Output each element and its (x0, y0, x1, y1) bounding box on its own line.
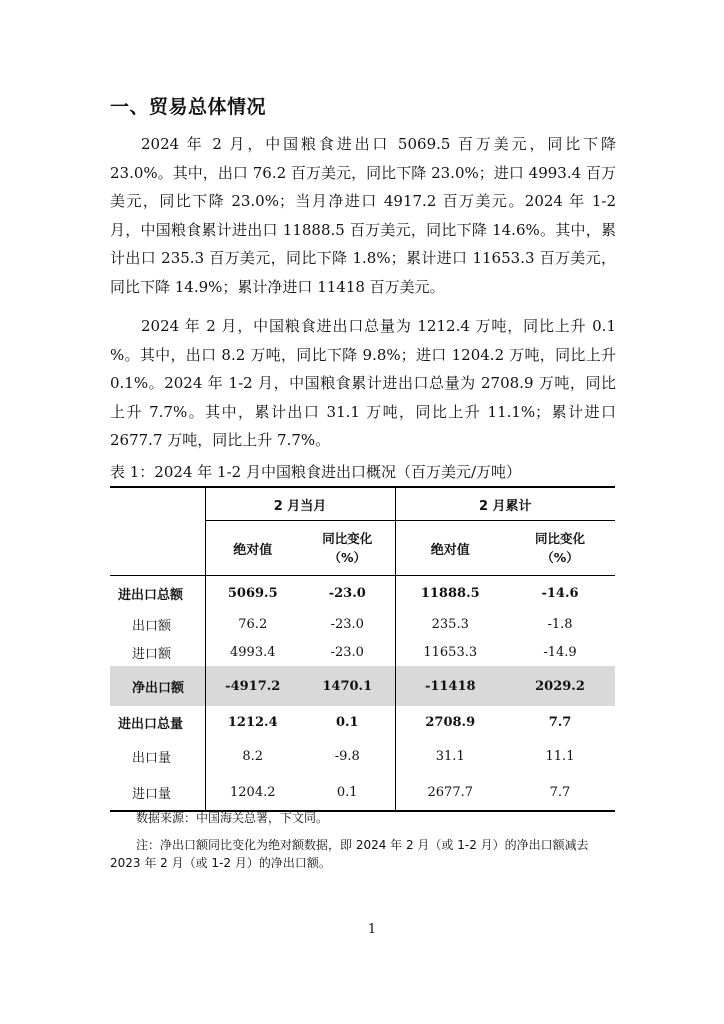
table-cell: 5069.5 (205, 576, 300, 611)
table-row (110, 706, 615, 738)
col-header-abs: 绝对值 (395, 521, 505, 576)
table-cell: -23.0 (330, 616, 364, 632)
row-label: 进口量 (110, 774, 205, 811)
row-label: 出口量 (132, 750, 172, 766)
table-cell: 11.1 (545, 748, 575, 764)
group-header-month: 2 月当月 (205, 487, 395, 521)
paragraph-value: 2024 年 2 月，中国粮食进出口 5069.5 百万美元，同比下降 23.0%。其中，出口 76.2 百万美元，同比下降 23.0%；进口 4993.4 百万美元，同比下降 23.0%；当月净进口 4917.2 百万美元。2024 年 1-2 月，中国粮食累计进出口 11888.5 百万美元，同比下降 14.6%。其中，累计出口 235.3 百万美元，同比下降 1.8%；累计进口 11653.3 百万美元，同比下降 14.9%；累计净进口 11418 百万美元。 (110, 135, 616, 296)
table-cell: -1.8 (547, 616, 573, 632)
group-header-cumulative: 2 月累计 (395, 487, 615, 521)
table-cell: -9.8 (334, 748, 360, 764)
table-corner-cell (110, 521, 205, 576)
col-header-abs: 绝对值 (205, 521, 300, 576)
table-row (110, 738, 615, 774)
table-cell: -11418 (395, 666, 505, 706)
table-cell: 2708.9 (395, 706, 505, 738)
row-label: 进出口总量 (118, 716, 184, 732)
row-label: 净出口额 (110, 666, 205, 706)
table-caption: 表 1：2024 年 1-2 月中国粮食进出口概况（百万美元/万吨） (110, 463, 522, 481)
table-cell: 1212.4 (205, 706, 300, 738)
trade-summary-table (110, 486, 615, 812)
table-cell: 7.7 (505, 774, 615, 811)
table-cell: 4993.4 (205, 638, 300, 666)
col-header-yoy-line2: （%） (328, 550, 367, 565)
col-header-yoy-line1: 同比变化 (534, 531, 585, 546)
table-cell: 76.2 (205, 610, 300, 638)
table-cell: 8.2 (205, 738, 300, 774)
page-number: 1 (367, 922, 377, 937)
table-row (110, 774, 615, 811)
table-cell: 0.1 (300, 774, 395, 811)
table-row (110, 610, 615, 638)
table-cell: 235.3 (395, 610, 505, 638)
paragraph-volume: 2024 年 2 月，中国粮食进出口总量为 1212.4 万吨，同比上升 0.1 %。其中，出口 8.2 万吨，同比下降 9.8%；进口 1204.2 万吨，同比上升 0.1%。2024 年 1-2 月，中国粮食累计进出口总量为 2708.9 万吨，同比上升 7.7%。其中，累计出口 31.1 万吨，同比上升 11.1%；累计进口 2677.7 万吨，同比上升 7.7%。 (110, 317, 616, 449)
data-source-note: 数据来源：中国海关总署，下文同。 (136, 811, 329, 825)
table-cell: 11653.3 (395, 638, 505, 666)
table-cell: 1204.2 (205, 774, 300, 811)
table-row (110, 638, 615, 666)
footnote: 注：净出口额同比变化为绝对额数据，即 2024 年 2 月（或 1-2 月）的净出口额减去 2023 年 2 月（或 1-2 月）的净出口额。 (110, 838, 589, 870)
row-label: 出口额 (132, 618, 172, 634)
col-header-yoy-line1: 同比变化 (322, 531, 373, 546)
table-cell: 2677.7 (395, 774, 505, 811)
table-row (110, 576, 615, 611)
table-corner-cell (110, 487, 205, 521)
row-label: 进口额 (132, 646, 172, 662)
table-cell: -23.0 (300, 576, 395, 611)
col-header-yoy (505, 521, 615, 576)
table-row (110, 666, 615, 706)
table-cell: 11888.5 (395, 576, 505, 611)
section-heading: 一、贸易总体情况 (110, 96, 267, 118)
row-label: 进出口总额 (110, 576, 205, 611)
table-cell: 2029.2 (505, 666, 615, 706)
table-cell: -14.9 (543, 644, 577, 660)
table-cell: -4917.2 (205, 666, 300, 706)
table-cell: 31.1 (395, 738, 505, 774)
col-header-yoy-line2: （%） (541, 550, 579, 565)
table-cell: 0.1 (335, 714, 359, 730)
table-cell: 7.7 (548, 714, 572, 730)
table-cell: 1470.1 (300, 666, 395, 706)
table-cell: -23.0 (330, 644, 364, 660)
col-header-yoy (300, 521, 395, 576)
table-cell: -14.6 (505, 576, 615, 611)
